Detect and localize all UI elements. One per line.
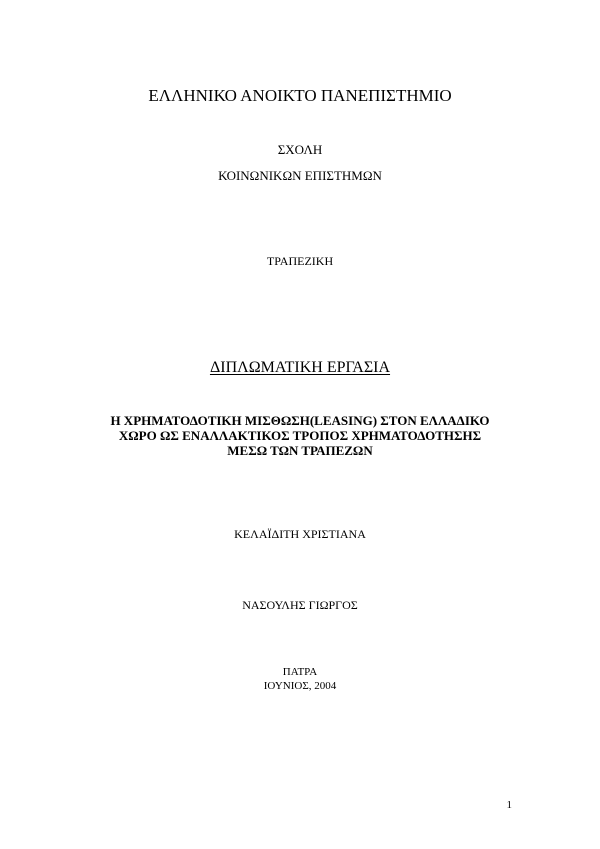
document-type-heading: ΔΙΠΛΩΜΑΤΙΚΗ ΕΡΓΑΣΙΑ	[209, 359, 391, 376]
author-name: ΚΕΛΑΪΔΙΤΗ ΧΡΙΣΤΙΑΝΑ	[234, 527, 366, 541]
city-label: ΠΑΤΡΑ	[282, 666, 318, 678]
department-name: ΤΡΑΠΕΖΙΚΗ	[266, 254, 334, 268]
page-number: 1	[506, 799, 512, 811]
thesis-title-line: Η ΧΡΗΜΑΤΟΔΟΤΙΚΗ ΜΙΣΘΩΣΗ(LEASING) ΣΤΟΝ ΕΛΛΑΔΙΚΟ	[110, 413, 490, 428]
thesis-title-line: ΧΩΡΟ ΩΣ ΕΝΑΛΛΑΚΤΙΚΟΣ ΤΡΟΠΟΣ ΧΡΗΜΑΤΟΔΟΤΗΣΗΣ	[118, 428, 482, 443]
school-label: ΣΧΟΛΗ	[277, 142, 323, 157]
date-label: ΙΟΥΝΙΟΣ, 2004	[263, 680, 337, 692]
university-name: ΕΛΛΗΝΙΚΟ ΑΝΟΙΚΤΟ ΠΑΝΕΠΙΣΤΗΜΙΟ	[148, 86, 452, 105]
author-name: ΝΑΣΟΥΛΗΣ ΓΙΩΡΓΟΣ	[242, 598, 358, 612]
thesis-title	[60, 413, 540, 458]
faculty-name: ΚΟΙΝΩΝΙΚΩΝ ΕΠΙΣΤΗΜΩΝ	[218, 168, 382, 183]
thesis-title-line: ΜΕΣΩ ΤΩΝ ΤΡΑΠΕΖΩΝ	[227, 443, 373, 458]
